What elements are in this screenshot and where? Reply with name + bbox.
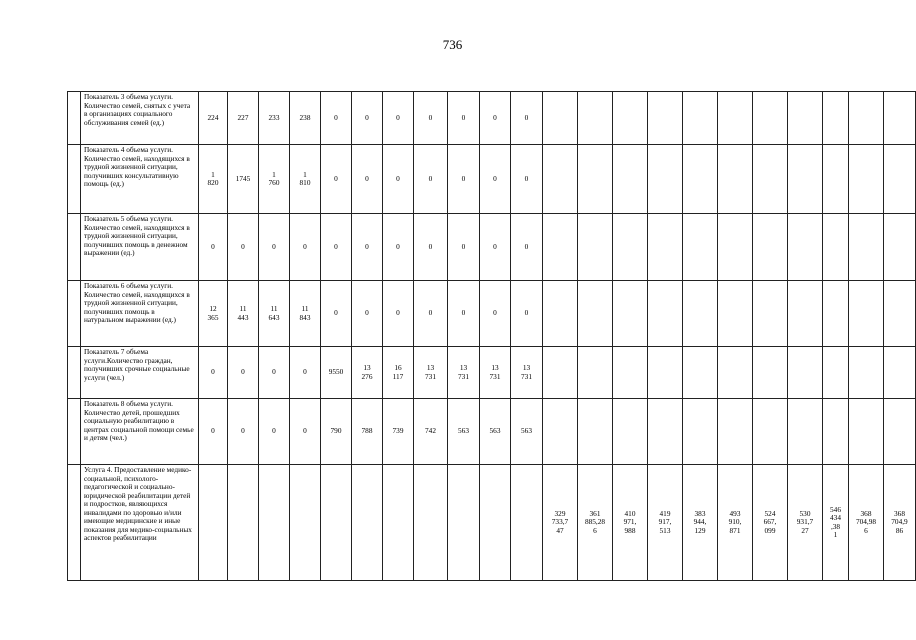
value-cell xyxy=(290,465,321,581)
value-cell: 0 xyxy=(352,145,383,214)
value-cell xyxy=(613,281,648,347)
value-cell xyxy=(683,347,718,399)
budget-table xyxy=(67,91,916,581)
value-cell xyxy=(788,214,823,281)
value-cell xyxy=(648,399,683,465)
value-cell xyxy=(884,145,916,214)
value-cell: 0 xyxy=(480,281,511,347)
value-cell xyxy=(578,281,613,347)
value-cell xyxy=(414,465,448,581)
value-cell xyxy=(578,92,613,145)
value-cell: 0 xyxy=(352,214,383,281)
value-cell xyxy=(884,347,916,399)
value-cell xyxy=(683,145,718,214)
value-cell xyxy=(753,399,788,465)
value-cell xyxy=(383,465,414,581)
row-index-cell xyxy=(68,399,81,465)
value-cell xyxy=(543,347,578,399)
row-index-cell xyxy=(68,145,81,214)
value-cell: 0 xyxy=(199,399,228,465)
value-cell: 0 xyxy=(199,347,228,399)
value-cell xyxy=(648,347,683,399)
value-cell: 0 xyxy=(383,214,414,281)
value-cell: 383 944, 129 xyxy=(683,465,718,581)
table-row xyxy=(68,399,916,465)
value-cell: 368 704,9 86 xyxy=(884,465,916,581)
value-cell: 0 xyxy=(414,145,448,214)
value-cell: 563 xyxy=(480,399,511,465)
value-cell xyxy=(788,281,823,347)
value-cell: 368 704,98 6 xyxy=(849,465,884,581)
value-cell xyxy=(683,399,718,465)
indicator-label: Показатель 8 объема услуги. Количество детей, прошедших социальную реабилитацию в центрах социальной помощи семье и детям (чел.) xyxy=(81,399,199,465)
value-cell xyxy=(884,281,916,347)
value-cell xyxy=(648,281,683,347)
value-cell: 233 xyxy=(259,92,290,145)
value-cell: 11 643 xyxy=(259,281,290,347)
value-cell: 0 xyxy=(290,347,321,399)
value-cell: 0 xyxy=(259,214,290,281)
value-cell: 11 443 xyxy=(228,281,259,347)
value-cell xyxy=(613,145,648,214)
value-cell: 0 xyxy=(511,92,543,145)
row-index-cell xyxy=(68,92,81,145)
value-cell: 790 xyxy=(321,399,352,465)
value-cell xyxy=(718,92,753,145)
value-cell xyxy=(543,281,578,347)
value-cell xyxy=(543,399,578,465)
value-cell: 546 434 ,38 1 xyxy=(823,465,849,581)
value-cell xyxy=(849,281,884,347)
indicator-label: Показатель 5 объема услуги. Количество семей, находящихся в трудной жизненной ситуации, получивших помощь в денежном выражении (ед.) xyxy=(81,214,199,281)
value-cell: 0 xyxy=(321,145,352,214)
value-cell xyxy=(259,465,290,581)
value-cell: 1 760 xyxy=(259,145,290,214)
value-cell: 0 xyxy=(290,214,321,281)
value-cell xyxy=(753,92,788,145)
value-cell xyxy=(849,347,884,399)
value-cell xyxy=(718,399,753,465)
value-cell xyxy=(683,281,718,347)
value-cell xyxy=(823,347,849,399)
value-cell xyxy=(788,347,823,399)
value-cell: 11 843 xyxy=(290,281,321,347)
value-cell: 0 xyxy=(448,92,480,145)
value-cell: 0 xyxy=(414,281,448,347)
value-cell: 0 xyxy=(199,214,228,281)
value-cell xyxy=(613,214,648,281)
value-cell: 0 xyxy=(352,281,383,347)
value-cell xyxy=(511,465,543,581)
value-cell: 0 xyxy=(321,214,352,281)
value-cell: 13 731 xyxy=(511,347,543,399)
value-cell: 0 xyxy=(511,145,543,214)
value-cell xyxy=(352,465,383,581)
value-cell: 0 xyxy=(448,214,480,281)
value-cell xyxy=(448,465,480,581)
indicator-label: Показатель 3 объема услуги. Количество семей, снятых с учета в организациях социального обслуживания семей (ед.) xyxy=(81,92,199,145)
value-cell xyxy=(788,92,823,145)
indicator-label: Показатель 7 объема услуги.Количество граждан, получивших срочные социальные услуги (чел.) xyxy=(81,347,199,399)
value-cell: 227 xyxy=(228,92,259,145)
value-cell xyxy=(753,145,788,214)
value-cell: 12 365 xyxy=(199,281,228,347)
value-cell: 0 xyxy=(259,347,290,399)
value-cell xyxy=(884,92,916,145)
value-cell: 361 885,28 6 xyxy=(578,465,613,581)
value-cell xyxy=(718,347,753,399)
table-row xyxy=(68,347,916,399)
value-cell: 0 xyxy=(352,92,383,145)
value-cell xyxy=(823,145,849,214)
page-number: 736 xyxy=(442,37,463,52)
value-cell: 410 971, 988 xyxy=(613,465,648,581)
value-cell xyxy=(648,145,683,214)
value-cell xyxy=(613,347,648,399)
value-cell: 0 xyxy=(414,92,448,145)
value-cell: 13 276 xyxy=(352,347,383,399)
value-cell xyxy=(823,92,849,145)
value-cell: 0 xyxy=(228,214,259,281)
value-cell: 0 xyxy=(448,145,480,214)
value-cell: 224 xyxy=(199,92,228,145)
table-row xyxy=(68,92,916,145)
value-cell xyxy=(753,214,788,281)
value-cell xyxy=(578,214,613,281)
value-cell xyxy=(683,92,718,145)
value-cell: 739 xyxy=(383,399,414,465)
value-cell: 0 xyxy=(290,399,321,465)
value-cell: 0 xyxy=(511,214,543,281)
value-cell xyxy=(648,92,683,145)
value-cell xyxy=(480,465,511,581)
value-cell xyxy=(849,214,884,281)
value-cell: 0 xyxy=(383,281,414,347)
value-cell xyxy=(788,145,823,214)
value-cell xyxy=(683,214,718,281)
value-cell xyxy=(884,399,916,465)
value-cell: 13 731 xyxy=(448,347,480,399)
value-cell: 524 667, 099 xyxy=(753,465,788,581)
table-row xyxy=(68,145,916,214)
value-cell: 563 xyxy=(448,399,480,465)
value-cell xyxy=(788,399,823,465)
value-cell: 1745 xyxy=(228,145,259,214)
row-index-cell xyxy=(68,214,81,281)
value-cell xyxy=(849,145,884,214)
indicator-label: Показатель 4 объема услуги. Количество семей, находящихся в трудной жизненной ситуации, получивших консультативную помощь (ед.) xyxy=(81,145,199,214)
value-cell xyxy=(849,92,884,145)
value-cell: 13 731 xyxy=(480,347,511,399)
value-cell: 16 117 xyxy=(383,347,414,399)
value-cell xyxy=(718,281,753,347)
value-cell xyxy=(199,465,228,581)
value-cell: 0 xyxy=(228,347,259,399)
value-cell: 530 931,7 27 xyxy=(788,465,823,581)
table-row xyxy=(68,281,916,347)
value-cell xyxy=(578,347,613,399)
value-cell: 742 xyxy=(414,399,448,465)
value-cell: 9550 xyxy=(321,347,352,399)
value-cell: 788 xyxy=(352,399,383,465)
row-index-cell xyxy=(68,465,81,581)
value-cell xyxy=(823,399,849,465)
value-cell xyxy=(578,145,613,214)
row-index-cell xyxy=(68,281,81,347)
value-cell xyxy=(228,465,259,581)
value-cell: 0 xyxy=(259,399,290,465)
value-cell xyxy=(321,465,352,581)
value-cell xyxy=(849,399,884,465)
value-cell: 0 xyxy=(228,399,259,465)
value-cell: 0 xyxy=(321,92,352,145)
value-cell: 0 xyxy=(414,214,448,281)
indicator-label: Показатель 6 объема услуги. Количество семей, находящихся в трудной жизненной ситуации, получивших помощь в натуральном выражении (ед.) xyxy=(81,281,199,347)
value-cell: 1 820 xyxy=(199,145,228,214)
value-cell: 0 xyxy=(480,214,511,281)
value-cell: 493 910, 871 xyxy=(718,465,753,581)
value-cell xyxy=(648,214,683,281)
value-cell xyxy=(753,347,788,399)
value-cell: 0 xyxy=(480,145,511,214)
value-cell: 0 xyxy=(511,281,543,347)
value-cell xyxy=(543,214,578,281)
value-cell xyxy=(613,92,648,145)
value-cell: 329 733,7 47 xyxy=(543,465,578,581)
value-cell: 0 xyxy=(321,281,352,347)
value-cell: 0 xyxy=(448,281,480,347)
value-cell: 419 917, 513 xyxy=(648,465,683,581)
value-cell xyxy=(718,145,753,214)
value-cell xyxy=(543,145,578,214)
value-cell: 563 xyxy=(511,399,543,465)
value-cell: 238 xyxy=(290,92,321,145)
table-row xyxy=(68,465,916,581)
value-cell xyxy=(753,281,788,347)
value-cell xyxy=(823,214,849,281)
value-cell: 0 xyxy=(383,92,414,145)
value-cell xyxy=(578,399,613,465)
value-cell: 1 810 xyxy=(290,145,321,214)
value-cell xyxy=(884,214,916,281)
value-cell xyxy=(718,214,753,281)
value-cell: 0 xyxy=(480,92,511,145)
value-cell: 13 731 xyxy=(414,347,448,399)
row-index-cell xyxy=(68,347,81,399)
value-cell xyxy=(543,92,578,145)
value-cell xyxy=(613,399,648,465)
indicator-label: Услуга 4. Предоставление медико-социальной, психолого-педагогической и социально-юридической реабилитации детей и подростков, являющихся инвалидами по здоровью и/или имеющие медицинские и иные показания для медико-социальных аспектов реабилитации xyxy=(81,465,199,581)
value-cell xyxy=(823,281,849,347)
value-cell: 0 xyxy=(383,145,414,214)
table-row xyxy=(68,214,916,281)
